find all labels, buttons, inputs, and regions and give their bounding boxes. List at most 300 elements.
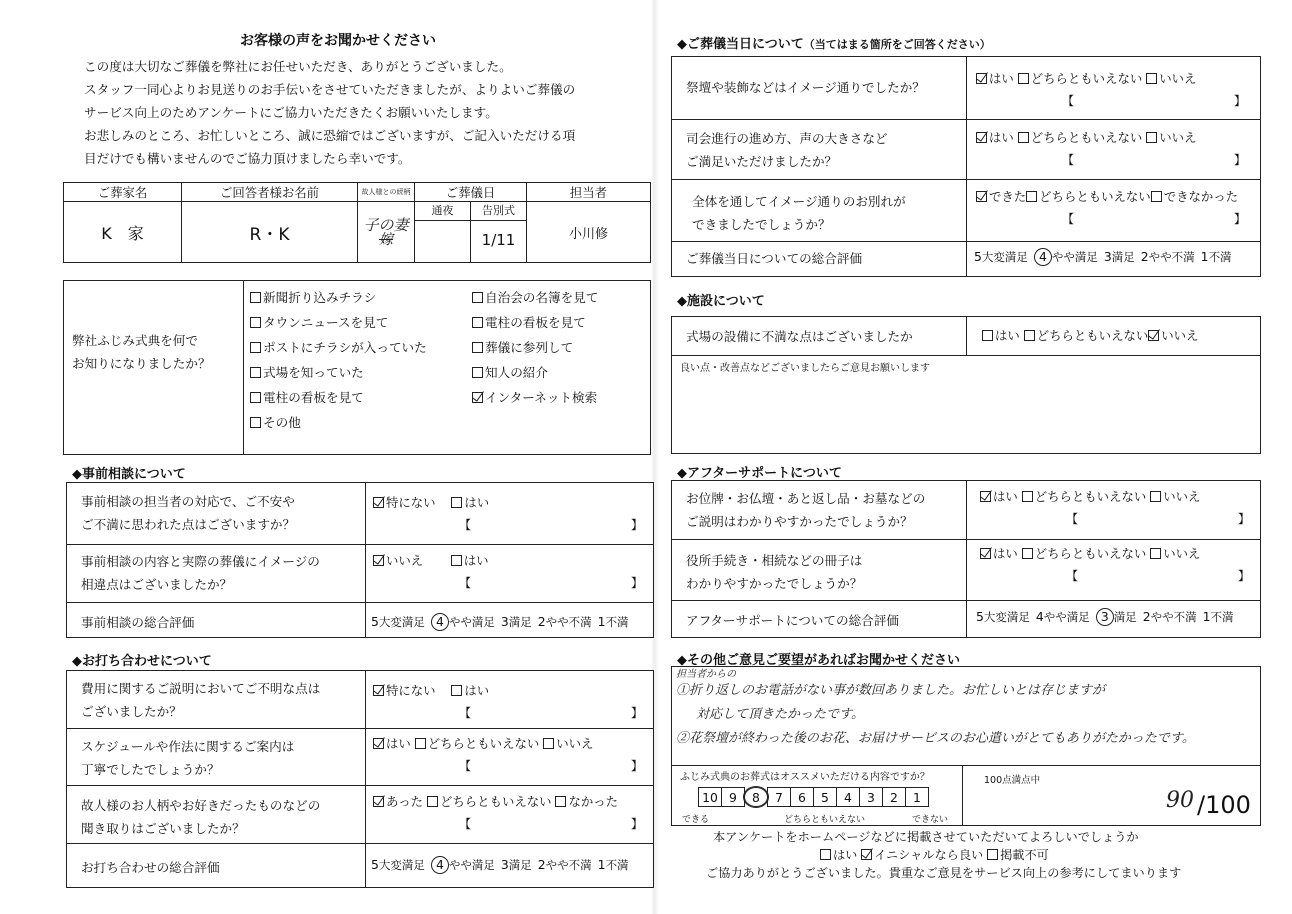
checkbox[interactable] (250, 392, 261, 403)
question-line: 聞き取りはございましたか？ (81, 821, 245, 836)
score-label: 100点満点中 (984, 775, 1041, 786)
rating-label: 不満 (1208, 250, 1232, 264)
option-label: 自治会の名簿を見て (485, 290, 599, 305)
dayof-heading-note: （当てはまる箇所をご回答ください） (803, 38, 991, 51)
meeting-rating[interactable] (365, 854, 635, 876)
bracket-right: 】 (631, 706, 644, 720)
checkbox-checked[interactable] (976, 73, 987, 84)
option-label: はい (993, 489, 1018, 504)
option-label: はい (833, 848, 858, 862)
option-label: 知人の紹介 (485, 365, 548, 380)
rating-option-3[interactable] (501, 614, 532, 629)
checkbox[interactable] (1146, 132, 1157, 143)
scale-cell[interactable]: 2 (882, 787, 906, 807)
checkbox[interactable] (1151, 191, 1162, 202)
comment-bracket (373, 572, 643, 594)
divider (672, 600, 1260, 601)
question-line: 費用に関するご説明においてご不明な点は (81, 681, 321, 696)
dayof-q2-answer (970, 127, 1246, 171)
checkbox[interactable] (820, 849, 831, 860)
question-line: 故人様のお人柄やお好きだったものなどの (81, 798, 321, 813)
source-option[interactable] (472, 360, 598, 385)
divider (672, 119, 1260, 120)
checkbox-checked[interactable] (980, 491, 991, 502)
rating-option-2[interactable] (1141, 249, 1195, 264)
relation-value (358, 202, 415, 263)
header-date: ご葬儀日 (415, 183, 527, 202)
header-relation: 故人様との続柄 (358, 183, 415, 202)
checkbox[interactable] (472, 367, 483, 378)
bracket-left: 【 (459, 576, 472, 590)
checkbox[interactable] (1022, 548, 1033, 559)
source-options-col1 (250, 285, 427, 435)
question-line: 司会進行の進め方、声の大きさなど (686, 131, 888, 146)
question-line: できましたでしょうか？ (692, 217, 831, 232)
divider (67, 785, 653, 786)
option-label: できなかった (1163, 189, 1239, 204)
rating-number-circled: 4 (431, 613, 449, 631)
scale-cell[interactable]: 6 (790, 787, 814, 807)
rating-option-2[interactable] (538, 857, 592, 872)
source-option[interactable] (250, 285, 427, 310)
bracket-left: 【 (1066, 569, 1079, 583)
checkbox[interactable] (982, 330, 993, 341)
source-option[interactable] (472, 385, 598, 410)
option-label: 掲載不可 (1000, 848, 1049, 862)
hand-line-1: ①折り返しのお電話がない事が数回ありました。お忙しいとは存じますが (676, 683, 1106, 698)
rating-number: 5 (976, 609, 984, 624)
option-label: どちらともいえない (1030, 71, 1143, 86)
checkbox[interactable] (415, 738, 426, 749)
after-q2 (672, 549, 862, 595)
source-box (63, 280, 651, 455)
tsuya-label: 通夜 (415, 202, 470, 221)
rating-option-4[interactable] (1036, 609, 1090, 624)
source-option[interactable] (250, 385, 427, 410)
rating-number: 1 (1200, 249, 1209, 264)
scale-label-right: できない (912, 815, 949, 825)
checkbox[interactable] (451, 497, 462, 508)
rating-number: 3 (500, 614, 509, 629)
divider (672, 241, 1260, 242)
divider (67, 728, 653, 729)
dayof-rating[interactable] (968, 246, 1238, 268)
bracket-left: 【 (459, 759, 472, 773)
other-heading: ◆その他ご意見ご要望があればお聞かせください (677, 653, 960, 668)
bracket-right: 】 (631, 518, 644, 532)
intro-line: この度は大切なご葬儀を弊社にお任せいただき、ありがとうございました。 (84, 59, 512, 74)
rating-number: 1 (597, 614, 606, 629)
option-label: はい (463, 553, 489, 568)
bracket-left: 【 (1062, 153, 1075, 167)
option-label: どちらともいえない (427, 736, 540, 751)
divider (672, 355, 1260, 356)
divider (67, 602, 653, 603)
rating-label: 大変満足 (378, 858, 425, 872)
checkbox-checked[interactable] (976, 191, 987, 202)
rating-option-1[interactable] (598, 614, 629, 629)
meeting-q1-answer (367, 680, 643, 724)
rating-label: 不満 (605, 858, 629, 872)
dayof-heading: ◆ご葬儀当日について (677, 37, 804, 52)
checkbox-checked[interactable] (1148, 330, 1159, 341)
checkbox[interactable] (1018, 73, 1029, 84)
rating-label: やや満足 (448, 615, 495, 629)
rating-label: やや不満 (545, 615, 592, 629)
after-heading: ◆アフターサポートについて (677, 466, 842, 481)
score-hand[interactable]: 90 (1166, 788, 1194, 813)
kokubetsu-cell (471, 202, 527, 263)
dayof-box (671, 56, 1261, 277)
rating-label: 大変満足 (378, 615, 425, 629)
comment-bracket (373, 514, 643, 536)
facility-comment-area[interactable] (680, 375, 1252, 447)
hand-line-3: ②花祭壇が終わった後のお花、お届けサービスのお心遣いがとてもありがたかったです。 (676, 731, 1195, 746)
rating-option-3[interactable] (1104, 249, 1135, 264)
option-label: はい (386, 736, 411, 751)
checkbox-checked[interactable] (373, 497, 384, 508)
rating-number-circled: 4 (431, 856, 449, 874)
dayof-q3 (678, 190, 906, 236)
comment-bracket (976, 149, 1246, 171)
option-label: ポストにチラシが入っていた (263, 340, 427, 355)
after-box (671, 480, 1261, 638)
dayof-q1: 祭壇や装飾などはイメージ通りでしたか？ (686, 80, 925, 95)
rating-label: やや満足 (1051, 250, 1098, 264)
checkbox[interactable] (472, 342, 483, 353)
checkbox[interactable] (555, 796, 566, 807)
source-option[interactable] (250, 310, 427, 335)
bracket-right: 】 (631, 759, 644, 773)
after-q2-answer (974, 543, 1250, 587)
divider (672, 539, 1260, 540)
source-option[interactable] (472, 335, 598, 360)
dayof-q4: ご葬儀当日についての総合評価 (686, 251, 863, 266)
facility-heading: ◆施設について (677, 294, 765, 309)
rating-option-4[interactable] (1034, 249, 1098, 264)
rating-number: 3 (500, 857, 509, 872)
rating-number: 1 (597, 857, 606, 872)
rating-label: 大変満足 (983, 610, 1030, 624)
checkbox[interactable] (250, 342, 261, 353)
question-line: 相違点はございましたか？ (81, 577, 233, 592)
scale-label-middle: どちらともいえない (784, 815, 866, 825)
rating-option-5[interactable] (976, 609, 1030, 624)
bracket-right: 】 (1234, 153, 1247, 167)
question-line: ございましたか？ (81, 704, 182, 719)
checkbox[interactable] (472, 292, 483, 303)
checkbox[interactable] (1146, 73, 1157, 84)
option-label: どちらともいえない (440, 794, 552, 809)
option-label: どちらともいえない (1034, 546, 1147, 561)
option-label: はい (464, 683, 490, 698)
rating-option-5[interactable] (371, 614, 425, 629)
divider (67, 544, 653, 545)
rating-option-3[interactable] (1096, 609, 1137, 624)
bracket-left: 【 (459, 817, 472, 831)
consult-q3: 事前相談の総合評価 (81, 615, 195, 630)
consult-q1 (67, 490, 295, 536)
option-label: いいえ (1163, 546, 1201, 561)
rating-label: やや不満 (1150, 610, 1197, 624)
rating-option-4[interactable] (431, 614, 495, 629)
option-label: いいえ (386, 553, 424, 568)
option-label: どちらともいえない (1036, 328, 1149, 343)
checkbox[interactable] (987, 849, 998, 860)
rating-label: 不満 (605, 615, 629, 629)
rating-option-2[interactable] (538, 614, 592, 629)
option-label: なかった (568, 794, 619, 809)
after-q3: アフターサポートについての総合評価 (686, 613, 899, 628)
bracket-left: 【 (1062, 94, 1075, 108)
consult-q2-answer (367, 550, 643, 594)
meeting-heading: ◆お打ち合わせについて (72, 654, 212, 669)
other-box (671, 666, 1261, 826)
checkbox[interactable] (543, 738, 554, 749)
rating-number: 1 (1202, 609, 1211, 624)
recommend-question: ふじみ式典のお葬式はオススメいただける内容ですか？ (680, 772, 930, 783)
option-label: 電柱の看板を見て (485, 315, 586, 330)
rating-number: 2 (1140, 249, 1149, 264)
intro-line: サービス向上のためアンケートにご協力いただきたくお願いいたします。 (84, 105, 498, 120)
facility-comment-label: 良い点・改善点などございましたらご意見お願いします (680, 363, 930, 374)
scale-cell[interactable]: 7 (767, 787, 791, 807)
consult-box (66, 482, 654, 638)
checkbox[interactable] (250, 367, 261, 378)
meeting-q3 (67, 794, 320, 840)
option-label: どちらともいえない (1034, 489, 1147, 504)
rating-number-circled: 4 (1034, 248, 1052, 266)
rating-label: 満足 (1111, 250, 1135, 264)
checkbox-checked[interactable] (861, 849, 872, 860)
meeting-q2 (67, 735, 294, 781)
dayof-q2 (672, 127, 888, 173)
scale-cell[interactable]: 3 (859, 787, 883, 807)
comment-bracket (373, 702, 643, 724)
checkbox[interactable] (250, 292, 261, 303)
header-family: ご葬家名 (64, 183, 182, 202)
option-label: 式場を知っていた (263, 365, 364, 380)
intro-line: スタッフ一同心よりお見送りのお手伝いをさせていただきましたが、よりよいご葬儀の (84, 82, 576, 97)
recommend-scale (698, 787, 928, 807)
comment-bracket (373, 813, 643, 835)
rating-option-5[interactable] (371, 857, 425, 872)
checkbox[interactable] (472, 317, 483, 328)
rating-label: やや不満 (1148, 250, 1195, 264)
staff-value: 小川修 (527, 202, 651, 263)
rating-number: 4 (1035, 609, 1044, 624)
divider (966, 481, 967, 637)
option-label: いいえ (1159, 71, 1197, 86)
comment-bracket (976, 208, 1246, 230)
consult-rating[interactable] (365, 611, 635, 633)
kokubetsu-value: 1/11 (481, 231, 516, 249)
family-value: K 家 (64, 202, 182, 263)
rating-label: やや満足 (448, 858, 495, 872)
option-label: はい (464, 495, 490, 510)
facility-q1: 式場の設備に不満な点はございましたか (686, 329, 913, 344)
option-label: はい (989, 71, 1014, 86)
option-label: 電柱の看板を見て (263, 390, 364, 405)
question-line: 全体を通してイメージ通りのお別れが (692, 194, 906, 209)
scale-cell[interactable]: 1 (905, 787, 929, 807)
checkbox-checked[interactable] (373, 738, 384, 749)
info-table (63, 182, 651, 263)
option-label: インターネット検索 (485, 390, 598, 405)
rating-label: 不満 (1210, 610, 1234, 624)
hand-note: 担当者からの (676, 669, 736, 680)
rating-option-5[interactable] (974, 249, 1028, 264)
bracket-right: 】 (631, 576, 644, 590)
checkbox[interactable] (1018, 132, 1029, 143)
intro-text (84, 55, 575, 170)
tsuya-value (415, 221, 470, 259)
option-label: 新聞折り込みチラシ (263, 290, 377, 305)
checkbox[interactable] (451, 555, 462, 566)
intro-line: 目だけでも構いませんのでご協力頂けましたら幸いです。 (84, 151, 411, 166)
question-line: 事前相談の内容と実際の葬儀にイメージの (81, 554, 320, 569)
option-label: いいえ (1161, 328, 1199, 343)
rating-number: 5 (371, 857, 379, 872)
rating-option-3[interactable] (501, 857, 532, 872)
source-option[interactable] (250, 360, 427, 385)
bracket-right: 】 (631, 817, 644, 831)
option-label: どちらともいえない (1039, 189, 1151, 204)
question-line: 丁寧でしたでしょうか？ (81, 762, 220, 777)
bracket-right: 】 (1238, 569, 1251, 583)
rating-option-4[interactable] (431, 857, 495, 872)
rating-number: 5 (974, 249, 982, 264)
checkbox[interactable] (1022, 491, 1033, 502)
checkbox-checked[interactable] (980, 548, 991, 559)
score-total: /100 (1197, 791, 1251, 819)
option-label: はい (993, 546, 1018, 561)
after-q1-answer (974, 486, 1250, 530)
option-label: 葬儀に参列して (485, 340, 574, 355)
scale-cell[interactable]: 9 (721, 787, 745, 807)
option-label: はい (995, 328, 1020, 343)
bracket-left: 【 (1062, 212, 1075, 226)
scale-cell[interactable]: 10 (698, 787, 722, 807)
rating-option-1[interactable] (598, 857, 629, 872)
option-label: はい (989, 130, 1014, 145)
rating-option-2[interactable] (1143, 609, 1197, 624)
checkbox[interactable] (1150, 548, 1161, 559)
dayof-q3-answer (970, 186, 1246, 230)
checkbox[interactable] (451, 685, 462, 696)
rating-number: 2 (537, 614, 546, 629)
comment-bracket (980, 508, 1250, 530)
relation-struck: 嫁 (379, 231, 393, 248)
checkbox[interactable] (1150, 491, 1161, 502)
option-label: イニシャルなら良い (874, 848, 984, 862)
rating-number: 2 (1142, 609, 1151, 624)
publish-question: 本アンケートをホームページなどに掲載させていただいてよろしいでしょうか (713, 830, 1139, 844)
question-line: ご不満に思われた点はございますか？ (81, 517, 296, 532)
checkbox[interactable] (427, 796, 438, 807)
hand-line-2: 対応して頂きたかったです。 (696, 707, 864, 722)
bracket-right: 】 (1238, 512, 1251, 526)
rating-label: 満足 (1113, 610, 1137, 624)
checkbox-checked[interactable] (472, 392, 483, 403)
scale-cell-selected[interactable]: 8 (744, 787, 768, 807)
checkbox[interactable] (1024, 330, 1035, 341)
rating-option-1[interactable] (1201, 249, 1232, 264)
after-rating[interactable] (970, 606, 1240, 628)
divider (672, 765, 1260, 766)
checkbox-checked[interactable] (976, 132, 987, 143)
rating-label: 満足 (508, 858, 532, 872)
checkbox[interactable] (1026, 191, 1037, 202)
bracket-right: 】 (1234, 94, 1247, 108)
checkbox[interactable] (250, 317, 261, 328)
dayof-heading-wrap (677, 33, 991, 52)
facility-q1-answer (976, 325, 1198, 347)
meeting-q4: お打ち合わせの総合評価 (81, 860, 220, 875)
question-line: 役所手続き・相続などの冊子は (686, 553, 863, 568)
scale-cell[interactable]: 5 (813, 787, 837, 807)
question-line: ご説明はわかりやすかったでしょうか？ (686, 514, 913, 529)
checkbox-checked[interactable] (373, 555, 384, 566)
publish-options (820, 846, 1049, 863)
meeting-box (66, 670, 654, 888)
divider (67, 843, 653, 844)
option-label: いいえ (1159, 130, 1197, 145)
checkbox[interactable] (250, 417, 261, 428)
source-question-cell (64, 281, 244, 454)
intro-line: お悲しみのところ、お忙しいところ、誠に恐縮ではございますが、ご記入いただける項 (84, 128, 576, 143)
checkbox-checked[interactable] (373, 685, 384, 696)
question-line: スケジュールや作法に関するご案内は (81, 739, 295, 754)
rating-label: 満足 (508, 615, 532, 629)
relation-hand: 子の妻 (363, 215, 409, 234)
divider (962, 765, 963, 825)
rating-number-circled: 3 (1096, 608, 1114, 626)
source-option[interactable] (472, 310, 598, 335)
tsuya-cell (415, 202, 471, 263)
bracket-right: 】 (1234, 212, 1247, 226)
bracket-left: 【 (1066, 512, 1079, 526)
thanks-text: ご協力ありがとうございました。貴重なご意見をサービス向上の参考にしてまいります (706, 866, 1182, 880)
rating-option-1[interactable] (1203, 609, 1234, 624)
name-value: R・K (182, 202, 358, 263)
rating-label: やや満足 (1043, 610, 1090, 624)
option-label: あった (386, 794, 424, 809)
source-options-col2 (472, 285, 598, 410)
divider (672, 179, 1260, 180)
comment-bracket (373, 755, 643, 777)
meeting-q2-answer (367, 733, 643, 777)
rating-label: やや不満 (545, 858, 592, 872)
option-label: いいえ (1163, 489, 1201, 504)
source-question (58, 329, 211, 375)
source-option[interactable] (250, 410, 427, 435)
checkbox-checked[interactable] (373, 796, 384, 807)
consult-q1-answer (367, 492, 643, 536)
scale-cell[interactable]: 4 (836, 787, 860, 807)
option-label: 特にない (386, 683, 436, 698)
option-label: どちらともいえない (1030, 130, 1143, 145)
question-line: 事前相談の担当者の対応で、ご不安や (81, 494, 295, 509)
consult-heading: ◆事前相談について (72, 467, 186, 482)
consult-q2 (67, 550, 320, 596)
source-option[interactable] (250, 335, 427, 360)
survey-title: お客様の声をお聞かせください (240, 33, 436, 49)
source-option[interactable] (472, 285, 598, 310)
comment-bracket (976, 90, 1246, 112)
meeting-q3-answer (367, 791, 643, 835)
question-line: お位牌・お仏壇・あと返し品・お墓などの (686, 491, 926, 506)
